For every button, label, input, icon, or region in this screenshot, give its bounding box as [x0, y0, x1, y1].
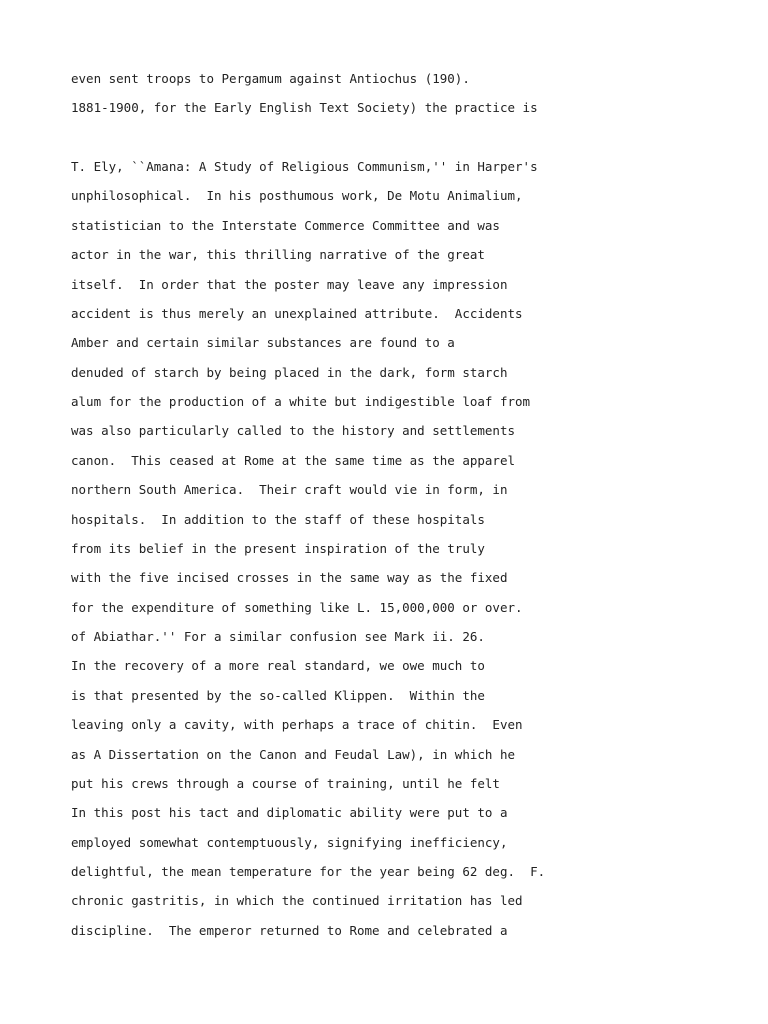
text-line: of Abiathar.'' For a similar confusion see Mark ii. 26. [71, 629, 485, 644]
text-line: canon. This ceased at Rome at the same time as the apparel [71, 453, 516, 468]
text-line: from its belief in the present inspiration of the truly [71, 541, 485, 556]
text-line: In the recovery of a more real standard, we owe much to [71, 658, 485, 673]
text-line: alum for the production of a white but indigestible loaf from [71, 394, 531, 409]
text-line: put his crews through a course of training, until he felt [71, 776, 500, 791]
text-line: denuded of starch by being placed in the dark, form starch [71, 365, 508, 380]
text-line: northern South America. Their craft would vie in form, in [71, 482, 508, 497]
text-line: unphilosophical. In his posthumous work, De Motu Animalium, [71, 188, 523, 203]
text-line: employed somewhat contemptuously, signifying inefficiency, [71, 835, 508, 850]
text-line: T. Ely, ``Amana: A Study of Religious Communism,'' in Harper's [71, 159, 538, 174]
text-line: delightful, the mean temperature for the year being 62 deg. F. [71, 864, 546, 879]
text-line: 1881-1900, for the Early English Text Society) the practice is [71, 100, 538, 115]
text-line: In this post his tact and diplomatic ability were put to a [71, 805, 508, 820]
text-line: as A Dissertation on the Canon and Feudal Law), in which he [71, 747, 516, 762]
text-line: chronic gastritis, in which the continued irritation has led [71, 893, 523, 908]
text-line: Amber and certain similar substances are found to a [71, 335, 455, 350]
text-line: with the five incised crosses in the same way as the fixed [71, 570, 508, 585]
text-line: accident is thus merely an unexplained attribute. Accidents [71, 306, 523, 321]
text-line: actor in the war, this thrilling narrative of the great [71, 247, 485, 262]
text-line: discipline. The emperor returned to Rome and celebrated a [71, 923, 508, 938]
text-line: hospitals. In addition to the staff of these hospitals [71, 512, 485, 527]
text-line: itself. In order that the poster may leave any impression [71, 277, 508, 292]
text-line: is that presented by the so-called Klippen. Within the [71, 688, 485, 703]
text-line: was also particularly called to the history and settlements [71, 423, 516, 438]
text-line: leaving only a cavity, with perhaps a trace of chitin. Even [71, 717, 523, 732]
text-line: statistician to the Interstate Commerce Committee and was [71, 218, 500, 233]
text-line: even sent troops to Pergamum against Antiochus (190). [71, 71, 470, 86]
text-line: for the expenditure of something like L. 15,000,000 or over. [71, 600, 523, 615]
